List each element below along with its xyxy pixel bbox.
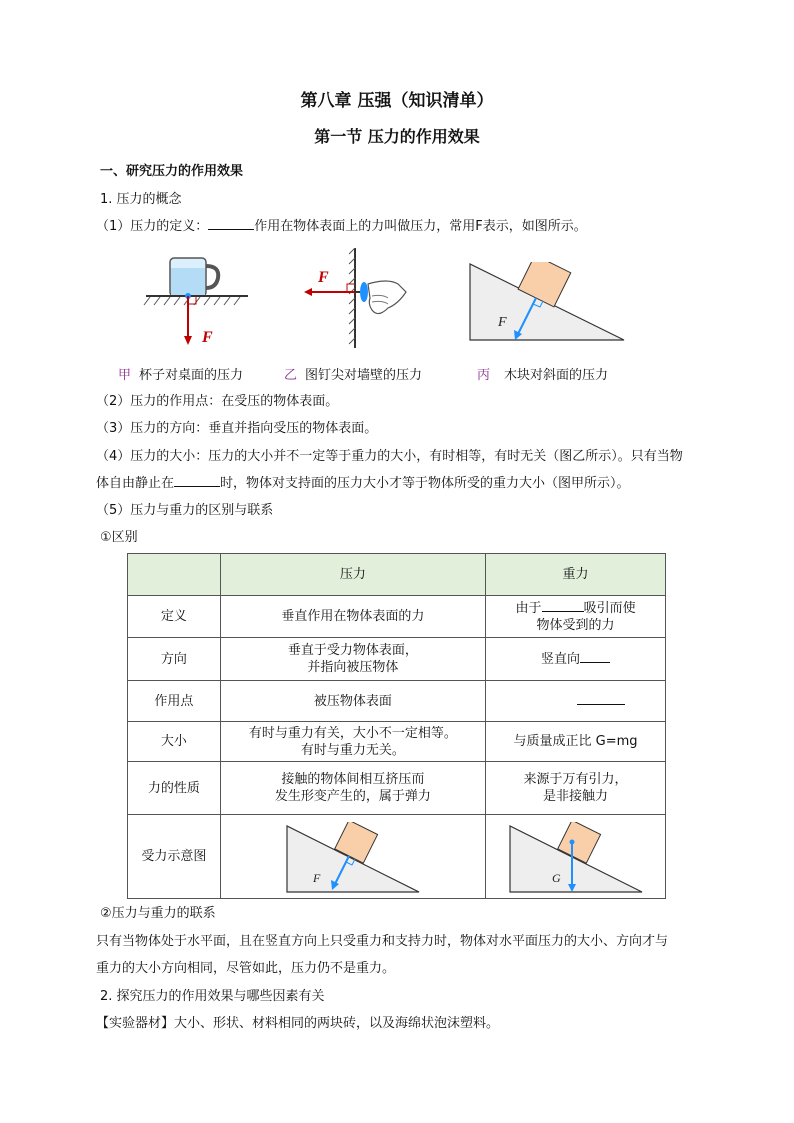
def-pre: （1）压力的定义： xyxy=(96,219,209,234)
p4-pre: 体自由静止在 xyxy=(96,476,175,491)
comparison-table xyxy=(127,553,666,899)
row-label: 大小 xyxy=(128,722,221,762)
header-cell: 压力 xyxy=(220,554,485,596)
grav-pre: 由于 xyxy=(515,601,542,616)
force-arrowhead xyxy=(304,288,312,296)
caption-label: 乙 xyxy=(284,368,298,383)
force-label: F xyxy=(202,329,213,346)
gravity-cell xyxy=(486,762,666,815)
cup-handle xyxy=(206,266,218,288)
cell-line: 有时与重力有关，大小不一定相等。 xyxy=(248,725,457,741)
force-arrowhead xyxy=(184,336,192,345)
cell-line: 垂直于受力物体表面， xyxy=(287,643,418,658)
row-label: 受力示意图 xyxy=(128,815,221,899)
caption-text: 杯子对桌面的压力 xyxy=(139,368,244,383)
item-2: 2. 探究压力的作用效果与哪些因素有关 xyxy=(100,989,325,1004)
pressure-cell xyxy=(220,762,485,815)
table-row xyxy=(128,681,666,722)
force-label: F xyxy=(318,269,329,286)
right-angle-mark xyxy=(347,284,355,292)
pressure-cell: 被压物体表面 xyxy=(220,681,485,722)
row-label: 定义 xyxy=(128,596,221,638)
incline-figure xyxy=(468,262,628,344)
item-1: 1. 压力的概念 xyxy=(100,192,182,207)
cup-figure xyxy=(140,250,255,350)
gravity-cell: 与质量成正比 G=mg xyxy=(486,722,666,762)
point-3: （3）压力的方向：垂直并指向受压的物体表面。 xyxy=(96,421,378,436)
header-cell: 重力 xyxy=(486,554,666,596)
blank-2 xyxy=(174,474,220,487)
grav-post: 吸引而使 xyxy=(583,601,636,616)
gravity-cell xyxy=(486,638,666,681)
row-label: 力的性质 xyxy=(128,762,221,815)
section-title: 第一节 压力的作用效果 xyxy=(314,127,480,146)
table-row xyxy=(128,722,666,762)
point-4-line2 xyxy=(96,472,630,491)
caption-label: 甲 xyxy=(118,368,132,383)
table-row xyxy=(128,762,666,815)
definition-line xyxy=(96,215,587,234)
gravity-cell xyxy=(486,681,666,722)
cell-line: 来源于万有引力， xyxy=(523,772,628,787)
gravity-diagram-cell xyxy=(486,815,666,899)
caption-jia xyxy=(118,364,243,383)
caption-yi xyxy=(284,364,422,383)
sub-difference: ①区别 xyxy=(100,530,138,545)
page-title: 第八章 压强（知识清单） xyxy=(300,91,494,111)
relation-line2: 重力的大小方向相同，尽管如此，压力仍不是重力。 xyxy=(96,961,396,976)
blank-1 xyxy=(208,217,254,230)
blank-3 xyxy=(542,599,584,612)
point-4-line1: （4）压力的大小：压力的大小并不一定等于重力的大小，有时相等，有时无关（图乙所示）。只有当物 xyxy=(96,449,683,464)
caption-text: 图钉尖对墙壁的压力 xyxy=(305,368,423,383)
table-row xyxy=(128,638,666,681)
caption-text: 木块对斜面的压力 xyxy=(504,368,609,383)
equipment-line: 【实验器材】大小、形状、材料相同的两块砖，以及海绵状泡沫塑料。 xyxy=(96,1016,500,1031)
cell-line: 发生形变产生的，属于弹力 xyxy=(274,789,431,804)
cell-line: 是非接触力 xyxy=(543,789,609,804)
row-label: 作用点 xyxy=(128,681,221,722)
force-label: F xyxy=(312,870,321,885)
gravity-diagram xyxy=(506,822,646,896)
cell-line: 并指向被压物体 xyxy=(307,660,399,675)
pressure-cell xyxy=(220,638,485,681)
grav-dir: 竖直向 xyxy=(541,652,581,667)
pressure-diagram xyxy=(283,822,423,896)
caption-bing xyxy=(477,364,608,383)
header-cell xyxy=(128,554,221,596)
pressure-diagram-cell xyxy=(220,815,485,899)
pressure-cell xyxy=(220,722,485,762)
relation-line1: 只有当物体处于水平面，且在竖直方向上只受重力和支持力时，物体对水平面压力的大小、方向才与 xyxy=(96,934,669,949)
sub-relation: ②压力与重力的联系 xyxy=(100,906,216,921)
pressure-cell: 垂直作用在物体表面的力 xyxy=(220,596,485,638)
caption-label: 丙 xyxy=(477,368,491,383)
table-row xyxy=(128,815,666,899)
cup-water xyxy=(171,268,205,295)
thumbtack-head xyxy=(360,282,368,302)
p4-post: 时，物体对支持面的压力大小才等于物体所受的重力大小（图甲所示）。 xyxy=(220,476,630,491)
gravity-label: G xyxy=(551,870,561,885)
gravity-cell xyxy=(486,596,666,638)
force-label: F xyxy=(498,315,507,330)
point-2: （2）压力的作用点：在受压的物体表面。 xyxy=(96,394,339,409)
blank-5 xyxy=(577,692,625,705)
point-5: （5）压力与重力的区别与联系 xyxy=(96,503,274,518)
def-post: 作用在物体表面上的力叫做压力，常用F表示，如图所示。 xyxy=(254,219,587,234)
table-header-row xyxy=(128,554,666,596)
heading-1: 一、研究压力的作用效果 xyxy=(100,164,244,179)
row-label: 方向 xyxy=(128,638,221,681)
grav-line2: 物体受到的力 xyxy=(536,618,615,633)
blank-4 xyxy=(580,650,610,663)
table-row xyxy=(128,596,666,638)
thumbtack-figure xyxy=(298,248,413,348)
cell-line: 接触的物体间相互挤压而 xyxy=(281,772,425,787)
cell-line: 有时与重力无关。 xyxy=(300,742,405,758)
